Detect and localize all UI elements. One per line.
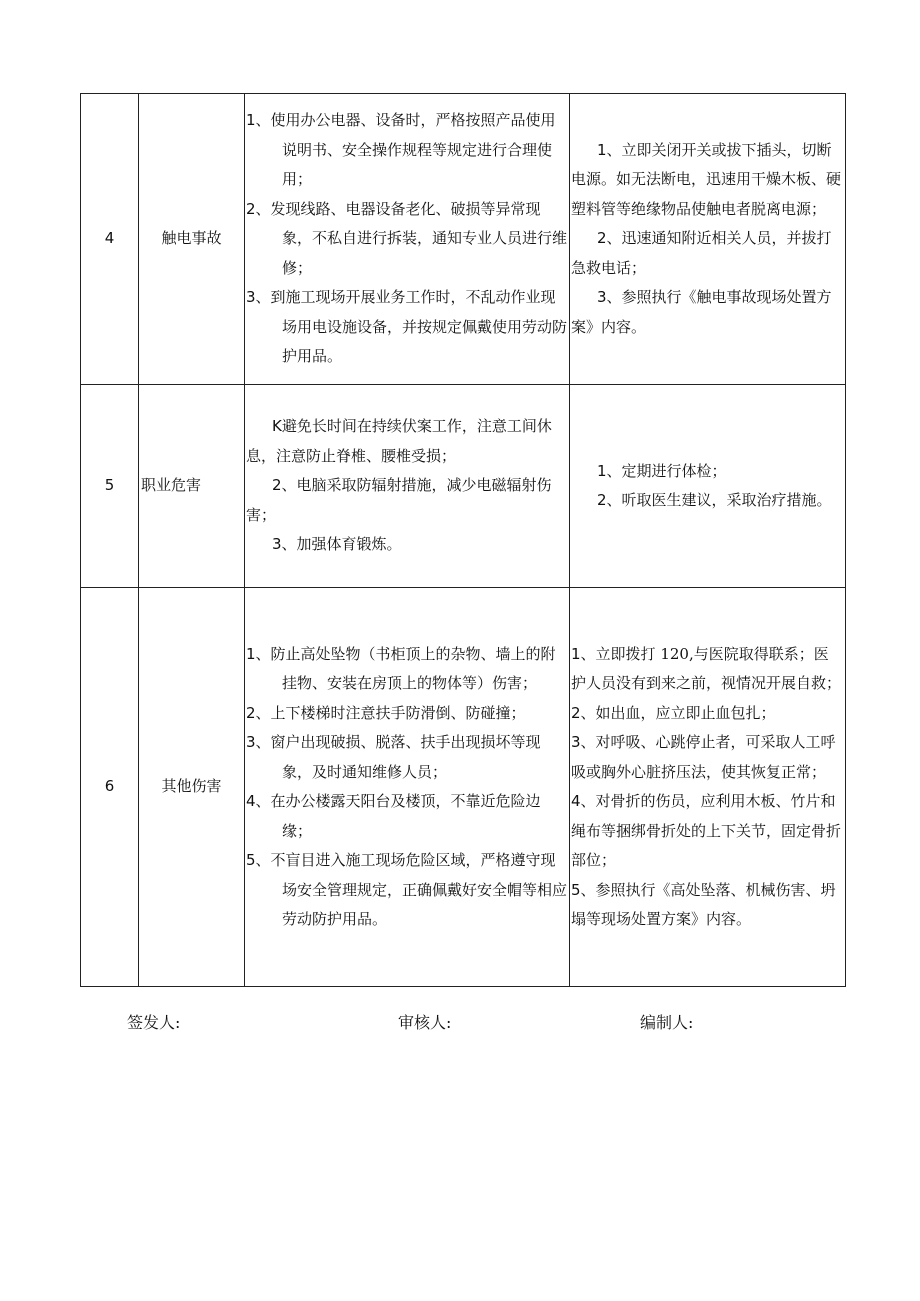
list-item: 2、电脑采取防辐射措施，减少电磁辐射伤害； — [246, 476, 552, 524]
list-item: 4、对骨折的伤员，应利用木板、竹片和绳布等捆绑骨折处的上下关节，固定骨折部位； — [571, 792, 842, 869]
table-row — [81, 385, 846, 588]
table-row — [81, 94, 846, 385]
row-number: 6 — [81, 588, 139, 987]
list-item: 1、定期进行体检； — [597, 461, 727, 480]
list-item: 3、窗户出现破损、脱落、扶手出现损坏等现象，及时通知维修人员； — [246, 733, 541, 781]
emergency-measures — [570, 94, 846, 385]
emergency-measures — [570, 588, 846, 987]
row-number: 5 — [81, 385, 139, 588]
list-item: 1、立即拨打 120,与医院取得联系；医护人员没有到来之前，视情况开展自救； — [571, 644, 842, 692]
list-item: 4、在办公楼露天阳台及楼顶，不靠近危险边缘； — [246, 792, 541, 840]
list-item: 1、立即关闭开关或拔下插头，切断电源。如无法断电，迅速用干燥木板、硬塑料管等绝缘物品使触电者脱离电源； — [571, 140, 842, 218]
issuer-label: 签发人: — [127, 1013, 181, 1032]
prevention-measures — [245, 385, 570, 588]
list-item: 1、防止高处坠物（书柜顶上的杂物、墙上的附挂物、安装在房顶上的物体等）伤害； — [246, 644, 556, 692]
list-item: 2、上下楼梯时注意扶手防滑倒、防碰撞； — [246, 703, 526, 722]
prevention-measures — [245, 588, 570, 987]
hazard-name: 其他伤害 — [139, 588, 245, 987]
preparer-label: 编制人: — [640, 1013, 694, 1032]
list-item: K避免长时间在持续伏案工作，注意工间休息，注意防止脊椎、腰椎受损； — [246, 417, 552, 465]
prevention-measures — [245, 94, 570, 385]
list-item: 2、发现线路、电器设备老化、破损等异常现象，不私自进行拆装，通知专业人员进行维修； — [246, 199, 568, 277]
list-item: 3、到施工现场开展业务工作时，不乱动作业现场用电设施设备，并按规定佩戴使用劳动防护用品。 — [246, 288, 568, 366]
signature-line — [0, 1010, 920, 1040]
list-item: 2、迅速通知附近相关人员，并拔打急救电话； — [571, 229, 832, 277]
list-item: 3、加强体育锻炼。 — [272, 535, 402, 554]
reviewer-label: 审核人: — [398, 1013, 452, 1032]
hazard-name: 职业危害 — [139, 385, 245, 588]
list-item: 3、对呼吸、心跳停止者，可采取人工呼吸或胸外心脏挤压法，使其恢复正常； — [571, 733, 836, 781]
table-row — [81, 588, 846, 987]
list-item: 3、参照执行《触电事故现场处置方案》内容。 — [571, 288, 832, 336]
hazard-table — [80, 93, 846, 987]
row-number: 4 — [81, 94, 139, 385]
emergency-measures — [570, 385, 846, 588]
list-item: 2、如出血，应立即止血包扎； — [571, 703, 776, 722]
list-item: 5、不盲目进入施工现场危险区域，严格遵守现场安全管理规定，正确佩戴好安全帽等相应劳动防护用品。 — [246, 851, 568, 928]
list-item: 1、使用办公电器、设备时，严格按照产品使用说明书、安全操作规程等规定进行合理使用； — [246, 111, 556, 189]
list-item: 5、参照执行《高处坠落、机械伤害、坍塌等现场处置方案》内容。 — [571, 880, 836, 928]
hazard-name: 触电事故 — [139, 94, 245, 385]
list-item: 2、听取医生建议，采取治疗措施。 — [597, 491, 832, 509]
